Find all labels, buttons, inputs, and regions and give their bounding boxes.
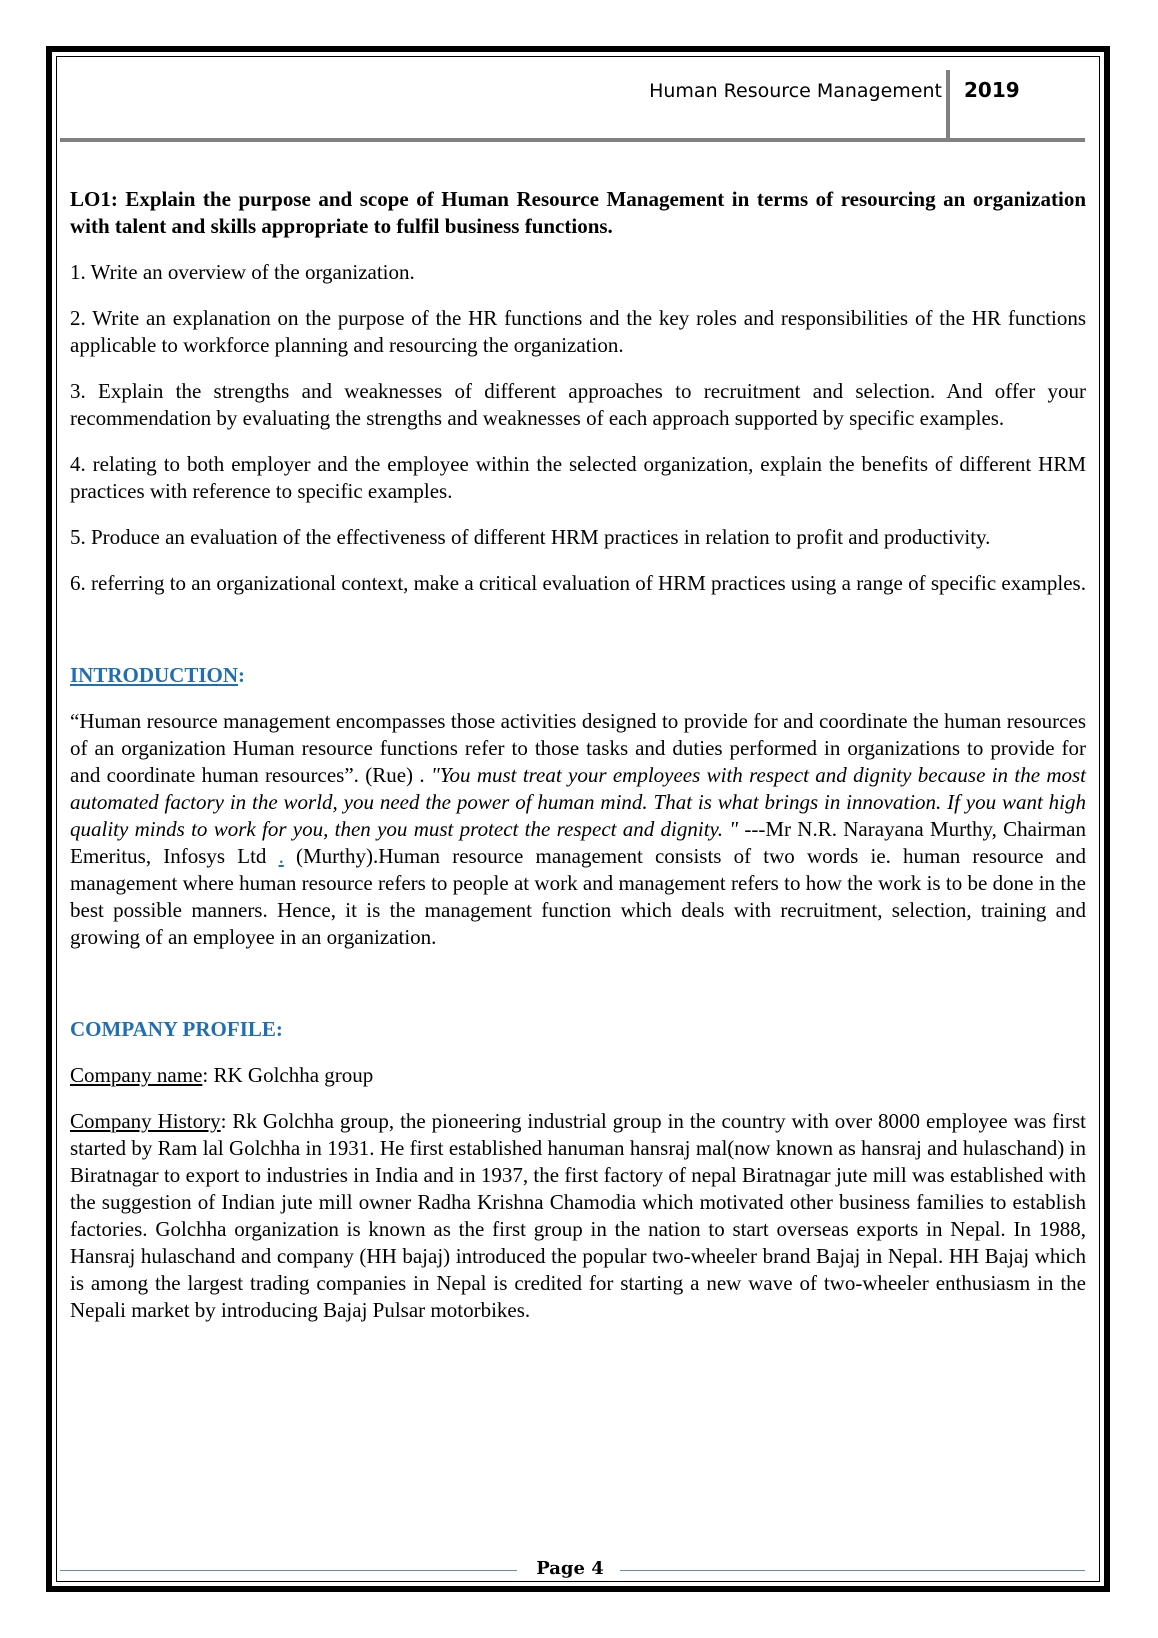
intro-text-1: “Human resource management encompasses those activities designed to provide for and coordinate the human resources of an organization Human resource functions refer to those tasks and duties performed in organizations to provide for and coordinate human resources”. (Rue) .: [70, 709, 1086, 787]
company-name-line: [70, 1062, 1086, 1089]
introduction-heading-text: INTRODUCTION: [70, 663, 239, 687]
task-4: 4. relating to both employer and the employee within the selected organization, explain the benefits of different HRM practices with reference to specific examples.: [70, 452, 1086, 503]
introduction-heading-colon: :: [238, 663, 246, 687]
task-3: 3. Explain the strengths and weaknesses of different approaches to recruitment and selection. And offer your recommendation by evaluating the strengths and weaknesses of each approach supported by specific examples.: [70, 379, 1086, 430]
lo1-heading: LO1: Explain the purpose and scope of Human Resource Management in terms of resourcing an organization with talent and skills appropriate to fulfil business functions.: [70, 187, 1086, 238]
page-header: [60, 70, 1085, 142]
intro-quote: "You must treat your employees with respect and dignity because in the most automated factory in the world, you need the power of human mind. That is what brings in innovation. If you want high quality minds to work for you, then you must protect the respect and dignity. ": [70, 763, 1087, 841]
document-body: [70, 186, 1086, 1343]
task-5: 5. Produce an evaluation of the effectiveness of different HRM practices in relation to profit and productivity.: [70, 525, 991, 549]
citation-link[interactable]: .: [278, 844, 284, 868]
task-6: 6. referring to an organizational context, make a critical evaluation of HRM practices using a range of specific examples.: [70, 571, 1086, 595]
spacer: [70, 616, 1086, 662]
company-name-label: Company name: [70, 1063, 203, 1087]
intro-text-3: (Murthy).Human resource management consists of two words ie. human resource and management where human resource refers to people at work and management refers to how the work is to be done in the best possible manners. Hence, it is the management function which deals with recruitment, selection, training and growing of an employee in an organization.: [70, 844, 1086, 949]
company-history-paragraph: [70, 1108, 1086, 1324]
company-profile-heading: COMPANY PROFILE:: [70, 1017, 283, 1041]
page-footer: [60, 1556, 1085, 1586]
header-title: Human Resource Management: [649, 80, 942, 102]
introduction-heading: [70, 662, 1086, 689]
company-history-value: : Rk Golchha group, the pioneering industrial group in the country with over 8000 employee was first started by Ram lal Golchha in 1931. He first established hanuman hansraj mal(now known as hansraj and hulaschand) in Biratnagar to export to industries in India and in 1937, the first factory of nepal Biratnagar jute mill was established with the suggestion of Indian jute mill owner Radha Krishna Chamodia which motivated other business families to establish factories. Golchha organization is known as the first group in the nation to start overseas exports in Nepal. In 1988, Hansraj hulaschand and company (HH bajaj) introduced the popular two-wheeler brand Bajaj in Nepal. HH Bajaj which is among the largest trading companies in Nepal is credited for starting a new wave of two-wheeler enthusiasm in the Nepali market by introducing Bajaj Pulsar motorbikes.: [70, 1109, 1086, 1322]
header-year: 2019: [964, 78, 1020, 102]
company-name-value: : RK Golchha group: [202, 1063, 374, 1087]
introduction-paragraph: [70, 708, 1086, 951]
spacer: [70, 970, 1086, 1016]
footer-rule-left: [60, 1570, 517, 1571]
header-divider: [946, 70, 950, 138]
company-history-label: Company History: [70, 1109, 221, 1133]
task-2: 2. Write an explanation on the purpose of the HR functions and the key roles and responsibilities of the HR functions applicable to workforce planning and resourcing the organization.: [70, 306, 1086, 357]
page-number: Page 4: [536, 1558, 604, 1579]
task-1: 1. Write an overview of the organization.: [70, 260, 415, 284]
footer-rule-right: [620, 1570, 1085, 1571]
intro-text-2: ---Mr N.R. Narayana Murthy, Chairman Emeritus, Infosys Ltd: [70, 817, 1086, 868]
